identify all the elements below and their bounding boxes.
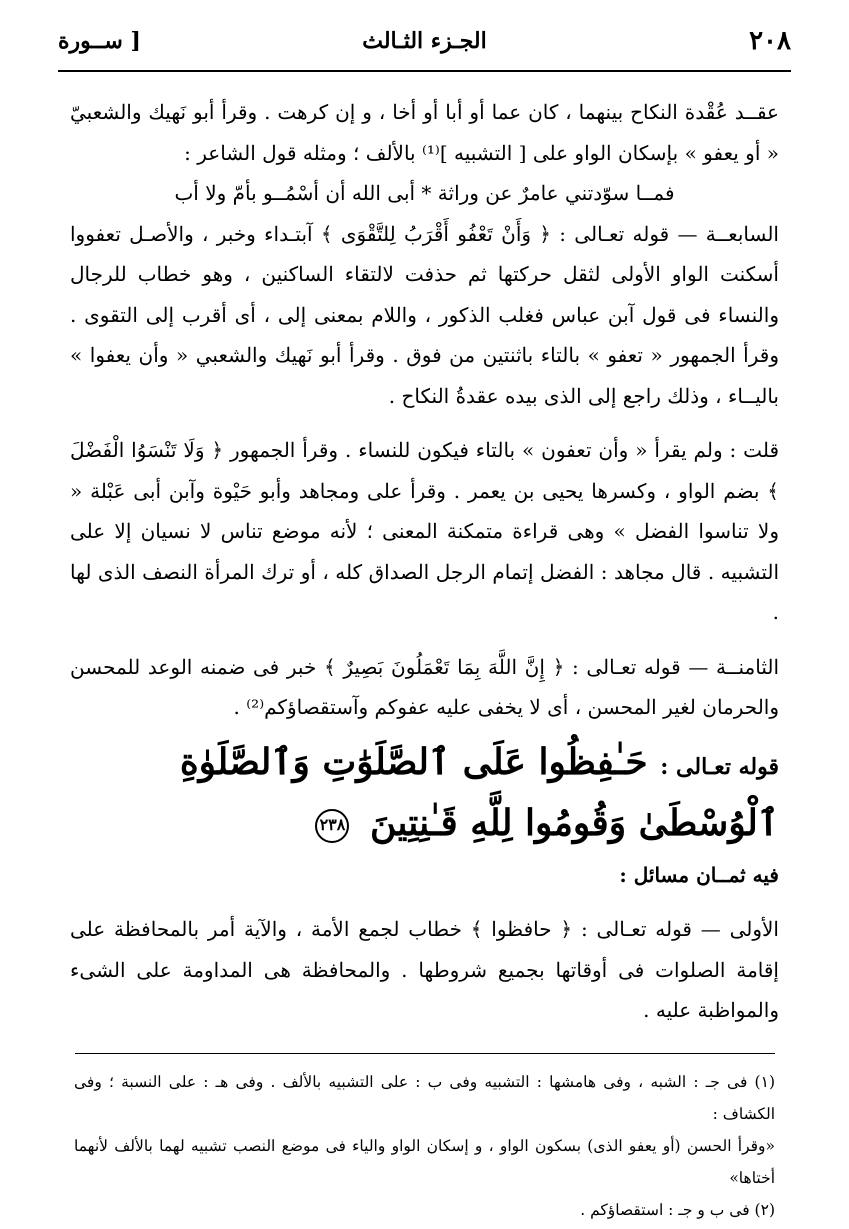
surah-label: [ ســورة	[58, 28, 141, 54]
page-body	[70, 92, 779, 1031]
poetry-verse: فمــا سوّدتني عامرٌ عن وراثة * أبى الله أن أسْمُــو بأمّ ولا أب	[174, 181, 675, 205]
page-number: ٢٠٨	[749, 26, 791, 56]
issues-count-heading: فيه ثمــان مسائل :	[619, 862, 779, 887]
footnote-1-continued: «وقرأ الحسن (أو يعفو الذى) بسكون الواو ، و إسكان الواو والياء فى موضع النصب تشبيه لهما بالألف لأنهما أختاها»	[74, 1137, 775, 1187]
footnote-rule	[75, 1053, 775, 1054]
quran-lead: قوله تعـالى :	[660, 753, 779, 780]
part-title: الجـزء الثـالث	[362, 28, 487, 54]
paragraph-qult: قلت : ولم يقرأ « وأن تعفون » بالتاء فيكون للنساء . وقرأ الجمهور ﴿ وَلَا تَنْسَوُا الْفَضْلَ ﴾ بضم الواو ، وكسرها يحيى بن يعمر . وقرأ على ومجاهد وأبو حَيْوة وآبن أبى عَبْلة « ولا تناسوا الفضل » وهى قراءة متمكنة المعنى ؛ لأنه موضع تناس لا نسيان إلا على التشبيه . قال مجاهد : الفضل إتمام الرجل الصداق كله ، أو ترك المرأة النصف الذى لها .	[70, 438, 779, 624]
quran-verse-block	[70, 734, 779, 851]
page-header	[58, 18, 791, 66]
paragraph-first-issue: الأولى — قوله تعـالى : ﴿ حافظوا ﴾ خطاب لجمع الأمة ، والآية أمر بالمحافظة على إقامة الصلوات فى أوقاتها بجميع شروطها . والمحافظة هى المداومة على الشىء والمواظبة عليه .	[70, 917, 779, 1022]
footnotes	[74, 1066, 775, 1226]
ayah-number-badge: ٢٣٨	[315, 809, 349, 843]
footnote-1: (١) فى جـ : الشبه ، وفى هامشها : التشبيه وفى ب : على التشبيه بالألف . وفى هـ : على النسبة ؛ وفى الكشاف :	[74, 1073, 775, 1123]
paragraph-seventh-issue: السابعــة — قوله تعـالى : ﴿ وَأَنْ تَعْفُو أَقْرَبُ لِلتَّقْوَى ﴾ آبتـداء وخبر ، والأصـل تعفووا أسكنت الواو الأولى لثقل حركتها ثم حذفت لالتقاء الساكنين ، وهو خطاب للرجال والنساء فى قول آبن عباس فغلب الذكور ، واللام بمعنى إلى ، أى أقرب إلى التقوى . وقرأ الجمهور « تعفو » بالتاء باثنتين من فوق . وقرأ أبو نَهيك والشعبي « وأن يعفوا » باليــاء ، وذلك راجع إلى الذى بيده عقدةُ النكاح .	[70, 221, 779, 408]
paragraph-1: عقــد عُقْدة النكاح بينهما ، كان عما أو أبا أو أخا ، و إن كرهت . وقرأ أبو نَهيك والشعبيّ « أو يعفو » بإسكان الواو على [ التشبيه ]⁽¹⁾ بالألف ؛ ومثله قول الشاعر :	[70, 100, 779, 165]
paragraph-eighth-issue: الثامنــة — قوله تعـالى : ﴿ إِنَّ اللَّهَ بِمَا تَعْمَلُونَ بَصِيرٌ ﴾ خبر فى ضمنه الوعد للمحسن والحرمان لغير المحسن ، أى لا يخفى عليه عفوكم وآستقصاؤكم⁽²⁾ .	[70, 654, 779, 719]
quran-text: حَـٰفِظُوا عَلَى ٱلصَّلَوَٰتِ وَٱلصَّلَوٰةِ ٱلْوُسْطَىٰ وَقُومُوا لِلَّهِ قَـٰنِتِينَ	[179, 740, 779, 844]
footnote-2: (٢) فى ب و جـ : استقصاؤكم .	[580, 1201, 775, 1219]
header-rule	[58, 70, 791, 72]
